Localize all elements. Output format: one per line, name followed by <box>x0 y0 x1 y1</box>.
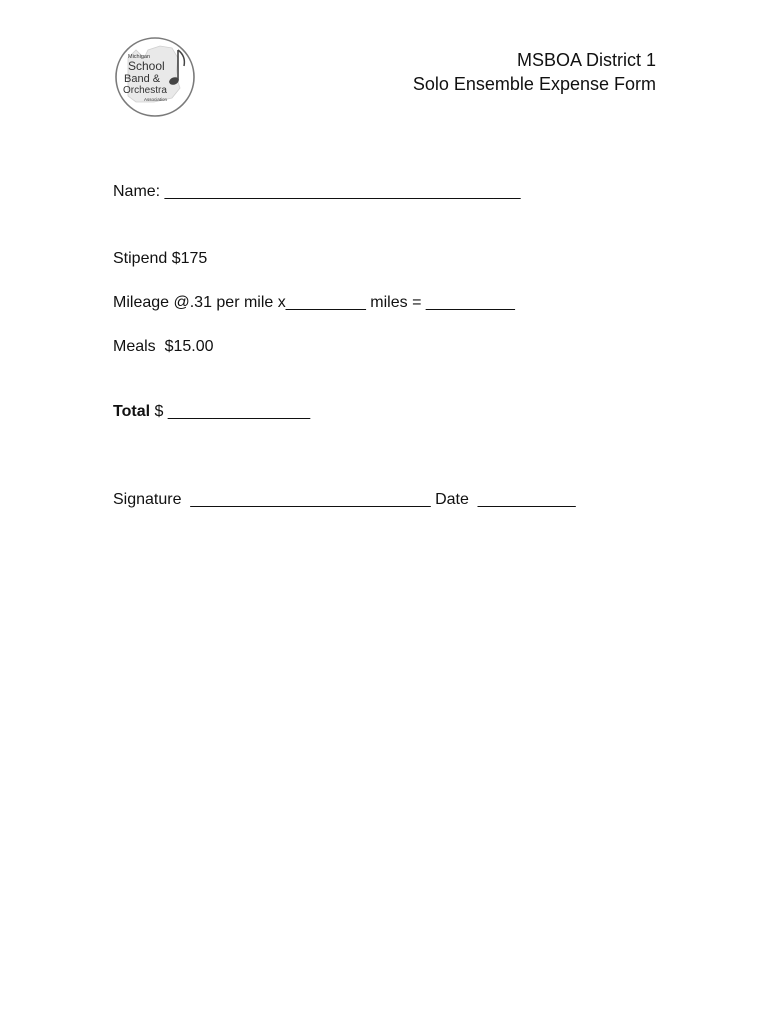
logo-line-1: Michigan <box>128 54 151 60</box>
msboa-logo <box>114 36 196 118</box>
name-field-line: Name: ________________________________________ <box>113 183 521 200</box>
district-title: MSBOA District 1 <box>516 50 656 70</box>
stipend-line: Stipend $175 <box>113 250 208 267</box>
form-header <box>413 48 656 96</box>
total-blank: $ ________________ <box>150 403 311 420</box>
logo-line-3: Band & <box>124 73 161 85</box>
form-title: Solo Ensemble Expense Form <box>412 74 656 94</box>
logo-line-5: Association <box>144 97 168 102</box>
total-label: Total <box>113 403 151 420</box>
total-line <box>113 403 310 421</box>
logo-seal-icon <box>114 36 196 118</box>
logo-line-2: School <box>128 59 165 73</box>
signature-date-line: Signature ___________________________ Date ___________ <box>113 491 576 508</box>
mileage-line: Mileage @.31 per mile x_________ miles = __________ <box>113 294 515 311</box>
logo-line-4: Orchestra <box>123 85 167 96</box>
meals-line: Meals $15.00 <box>113 338 214 355</box>
